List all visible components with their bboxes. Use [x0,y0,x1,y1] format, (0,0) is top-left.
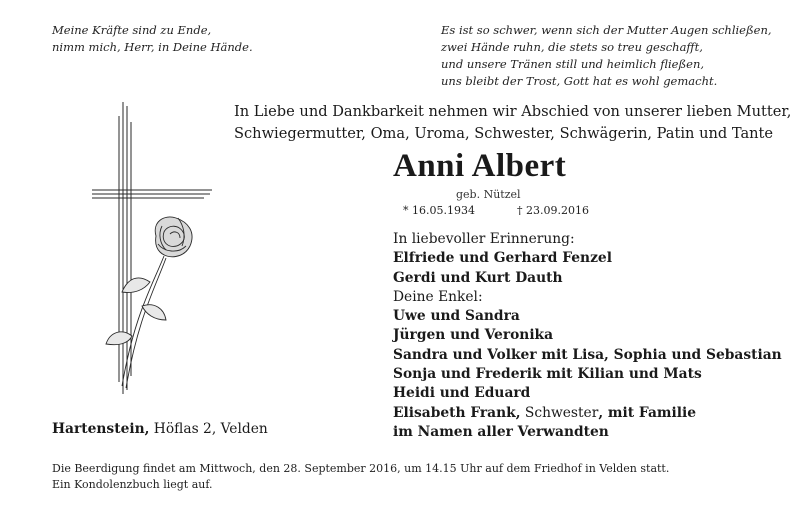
verse-right [441,22,781,90]
verse-right-line: und unsere Tränen still und heimlich fließen, [441,57,705,71]
mourners-list [393,230,793,442]
mourner-suffix: , mit Familie [598,404,697,421]
funeral-notice [52,461,792,493]
mourner-line: Jürgen und Veronika [393,327,554,344]
mourner-line: Sonja und Frederik mit Kilian und Mats [393,366,702,383]
cross-icon [92,102,212,394]
intro-line: In Liebe und Dankbarkeit nehmen wir Abschied von unserer lieben Mutter, [234,103,792,120]
intro-text [234,101,794,145]
mourner-line: Sandra und Volker mit Lisa, Sophia und Sebastian [393,346,782,363]
mourner-line: Gerdi und Kurt Dauth [393,269,563,286]
verse-right-line: Es ist so schwer, wenn sich der Mutter Augen schließen, [441,23,772,37]
maiden-name: geb. Nützel [456,188,521,201]
mourner-heading: In liebevoller Erinnerung: [393,231,575,247]
cross-rose-illustration [92,96,227,396]
verse-right-line: zwei Hände ruhn, die stets so treu geschafft, [441,40,703,54]
birth-date: * 16.05.1934 [403,204,475,217]
mourner-line [393,404,793,423]
intro-line: Schwiegermutter, Oma, Uroma, Schwester, Schwägerin, Patin und Tante [234,125,774,142]
address-place: Hartenstein, [52,421,150,437]
mourner-name: Elisabeth Frank, [393,404,521,421]
mourner-relation: Schwester [520,404,599,421]
address-street: Höflas 2, Velden [149,421,268,437]
mourner-line: Heidi und Eduard [393,385,531,402]
mourner-line: Uwe und Sandra [393,308,520,325]
deceased-name: Anni Albert [393,148,567,184]
death-date: † 23.09.2016 [517,204,589,217]
funeral-notice-line: Ein Kondolenzbuch liegt auf. [52,478,213,491]
verse-left [52,22,372,56]
mourner-line: Elfriede und Gerhard Fenzel [393,250,612,267]
mourner-heading: Deine Enkel: [393,288,483,305]
mourner-line: im Namen aller Verwandten [393,423,609,440]
verse-right-line: uns bleibt der Trost, Gott hat es wohl gemacht. [441,74,718,88]
verse-left-line: Meine Kräfte sind zu Ende, [52,23,212,37]
address [52,419,268,439]
verse-left-line: nimm mich, Herr, in Deine Hände. [52,40,253,54]
funeral-notice-line: Die Beerdigung findet am Mittwoch, den 28. September 2016, um 14.15 Uhr auf dem Friedhof in Velden statt. [52,462,670,475]
